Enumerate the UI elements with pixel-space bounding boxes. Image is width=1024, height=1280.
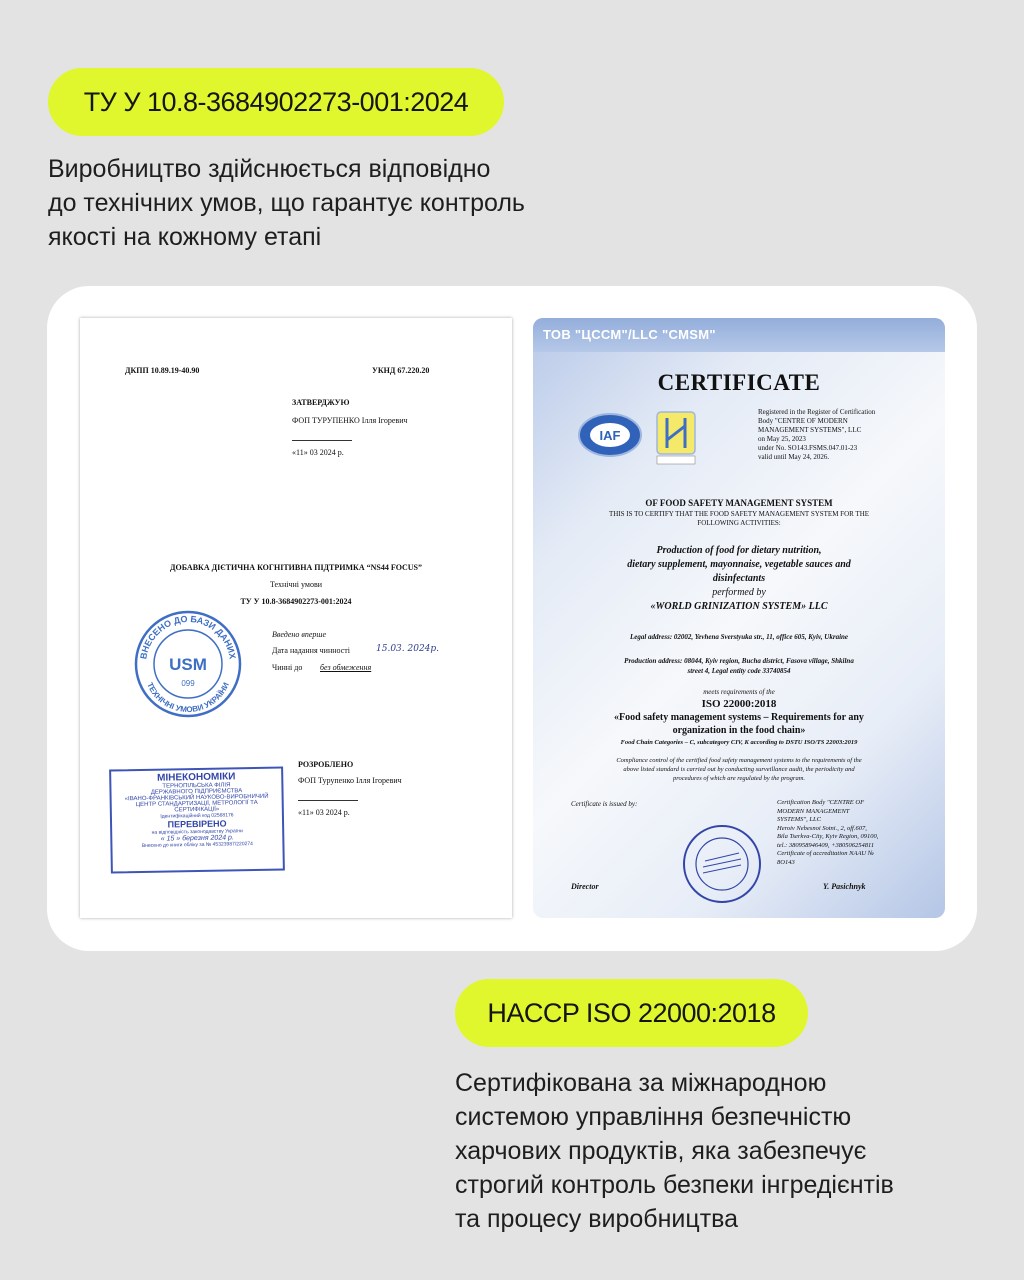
- food-chain-categories: Food Chain Categories – C, subcategory CIV, K according to DSTU ISO/TS 22003:2019: [620, 739, 858, 746]
- registry-round-stamp: [132, 608, 244, 720]
- introduced-first: Введено вперше: [272, 630, 326, 639]
- uknd-code: УКНД 67.220.20: [372, 366, 430, 375]
- body-line: MODERN MANAGEMENT: [777, 807, 850, 815]
- iso-description-line: «Food safety management systems – Requirements for any: [614, 712, 864, 723]
- register-line: Registered in the Register of Certification: [758, 408, 876, 416]
- body-line: Bila Tserkva-City, Kyiv Region, 09100,: [777, 833, 879, 840]
- stamp-logo: USM: [169, 655, 207, 674]
- activity-line: dietary supplement, mayonnaise, vegetable sauces and: [627, 559, 851, 570]
- approve-date: «11» 03 2024 р.: [292, 448, 344, 457]
- body-line: tel.: 380958946409, +380506254811: [777, 841, 875, 849]
- developer-name: ФОП Турупенко Ілля Ігоревич: [298, 776, 402, 785]
- haccp-description: [455, 1066, 995, 1236]
- stamp-line: ДЕРЖАВНОГО ПІДПРИЄМСТВА: [150, 788, 243, 796]
- production-address-line: street 4, Legal entity code 33740854: [687, 667, 791, 675]
- compliance-line: above listed standard is carried out by conducting surveillance audit, the periodicity and: [623, 766, 855, 773]
- iso-standard: ISO 22000:2018: [701, 698, 777, 710]
- signer-name: Y. Pasichnyk: [823, 882, 866, 891]
- certify-line: FOLLOWING ACTIVITIES:: [697, 519, 781, 527]
- stamp-line: ТЕРНОПІЛЬСЬКА ФІЛІЯ: [162, 782, 231, 790]
- stamp-line: ПЕРЕВІРЕНО: [167, 818, 227, 830]
- issued-by-label: Certificate is issued by:: [571, 800, 638, 808]
- compliance-line: Compliance control of the certified food safety management systems to the requirements of the: [616, 757, 862, 764]
- svg-text:ВНЕСЕНО ДО БАЗИ ДАНИХ: [138, 614, 237, 660]
- haccp-description-line: та процесу виробництва: [455, 1205, 739, 1233]
- haccp-description-line: строгий контроль безпеки інгредієнтів: [455, 1171, 894, 1199]
- stamp-line: МІНЕКОНОМІКИ: [157, 771, 236, 784]
- performed-by: performed by: [712, 587, 766, 598]
- iso-certificate-document: [533, 318, 945, 918]
- stamp-top-text: ВНЕСЕНО ДО БАЗИ ДАНИХ: [138, 613, 238, 660]
- body-line: Certification Body "CENTRE OF: [777, 799, 865, 806]
- activity-line: disinfectants: [712, 573, 766, 584]
- legal-address: Legal address: 02002, Yevhena Sverstyuka str., 11, office 605, Kyiv, Ukraine: [629, 633, 849, 641]
- verification-stamp: [109, 766, 285, 873]
- valid-until-value: без обмеження: [320, 663, 372, 672]
- register-line: valid until May 24, 2026.: [758, 453, 830, 461]
- meets-requirements: meets requirements of the: [703, 688, 775, 696]
- certification-body-label: ТОВ "ЦССМ"/LLC "CMSM": [543, 327, 716, 342]
- haccp-description-line: Сертифікована за міжнародною: [455, 1069, 827, 1097]
- product-title: ДОБАВКА ДІЄТИЧНА КОГНІТИВНА ПІДТРИМКА “NS44 FOCUS”: [170, 563, 422, 572]
- body-line: Certificate of accreditation NAAU №: [777, 850, 874, 857]
- fsms-title: OF FOOD SAFETY MANAGEMENT SYSTEM: [645, 498, 833, 508]
- iaf-logo-text: IAF: [599, 428, 621, 443]
- haccp-description-line: харчових продуктів, яка забезпечує: [455, 1137, 867, 1165]
- stamp-line: « 15 » березня 2024 р.: [160, 834, 234, 843]
- stamp-number: 099: [181, 679, 195, 688]
- signature-line: [298, 800, 358, 801]
- stamp-line: СЕРТИФІКАЦІЇ»: [174, 806, 220, 814]
- dkpp-code: ДКПП 10.89.19-40.90: [125, 366, 200, 375]
- compliance-line: procedures of which are regulated by the program.: [672, 775, 806, 782]
- iaf-logo: [577, 412, 643, 458]
- stamp-line: на відповідність законодавству України: [151, 828, 243, 836]
- activity-line: Production of food for dietary nutrition,: [656, 545, 822, 556]
- approver-name: ФОП ТУРУПЕНКО Ілля Ігоревич: [292, 416, 408, 425]
- approve-label: ЗАТВЕРДЖУЮ: [292, 398, 350, 407]
- register-line: Body "CENTRE OF MODERN: [758, 417, 848, 425]
- effective-date-label: Дата надання чинності: [272, 646, 350, 655]
- register-line: under No. SO143.FSMS.047.01-23: [758, 444, 858, 452]
- tu-description-line: якості на кожному етапі: [48, 223, 322, 251]
- haccp-description-line: системою управління безпечністю: [455, 1103, 852, 1131]
- certification-body-details: [777, 799, 878, 867]
- tech-conditions-subtitle: Технічні умови: [269, 580, 323, 589]
- company-name: «WORLD GRINIZATION SYSTEM» LLC: [650, 601, 828, 612]
- body-line: 8O143: [777, 858, 795, 866]
- naau-logo: [653, 410, 699, 468]
- register-line: on May 25, 2023: [758, 435, 806, 443]
- register-info: [758, 408, 875, 462]
- register-line: MANAGEMENT SYSTEMS", LLC: [758, 426, 862, 434]
- production-address-line: Production address: 08044, Kyiv region, Bucha district, Fasova village, Shkilna: [624, 657, 854, 665]
- stamp-line: Внесено до книги обліку за № 45323987/220274: [141, 841, 253, 849]
- stamp-line: ЦЕНТР СТАНДАРТИЗАЦІЇ, МЕТРОЛОГІЇ ТА: [135, 799, 258, 809]
- body-line: Heroiv Nebesnoi Sotni., 2, off.607,: [777, 824, 867, 832]
- tech-conditions-document: [80, 318, 512, 918]
- standard-badge-haccp: HACCP ISO 22000:2018: [455, 979, 808, 1047]
- body-line: SYSTEMS", LLC: [777, 816, 821, 823]
- tu-description-line: до технічних умов, що гарантує контроль: [48, 189, 525, 217]
- valid-until-label: Чинні до: [272, 663, 303, 672]
- tu-description-line: Виробництво здійснюється відповідно: [48, 155, 491, 183]
- director-label: Director: [571, 882, 599, 891]
- certificate-title: CERTIFICATE: [657, 370, 821, 395]
- certification-round-stamp: [681, 823, 763, 905]
- certify-line: THIS IS TO CERTIFY THAT THE FOOD SAFETY MANAGEMENT SYSTEM FOR THE: [608, 510, 870, 518]
- stamp-line: «ІВАНО-ФРАНКІВСЬКИЙ НАУКОВО-ВИРОБНИЧИЙ: [124, 793, 269, 803]
- developed-date: «11» 03 2024 р.: [298, 808, 350, 817]
- standard-badge-tu: ТУ У 10.8-3684902273-001:2024: [48, 68, 504, 136]
- signature-line: [292, 440, 352, 441]
- developed-label: РОЗРОБЛЕНО: [298, 760, 354, 769]
- effective-date-value: 15.03. 2024р.: [376, 644, 440, 654]
- stamp-bottom-text: ТЕХНІЧНІ УМОВИ УКРАЇНИ: [145, 681, 231, 715]
- stamp-line: Ідентифікаційний код 02568176: [160, 812, 234, 820]
- tu-code: ТУ У 10.8-3684902273-001:2024: [240, 597, 352, 606]
- iso-description-line: organization in the food chain»: [672, 725, 806, 736]
- tu-description: [48, 152, 668, 254]
